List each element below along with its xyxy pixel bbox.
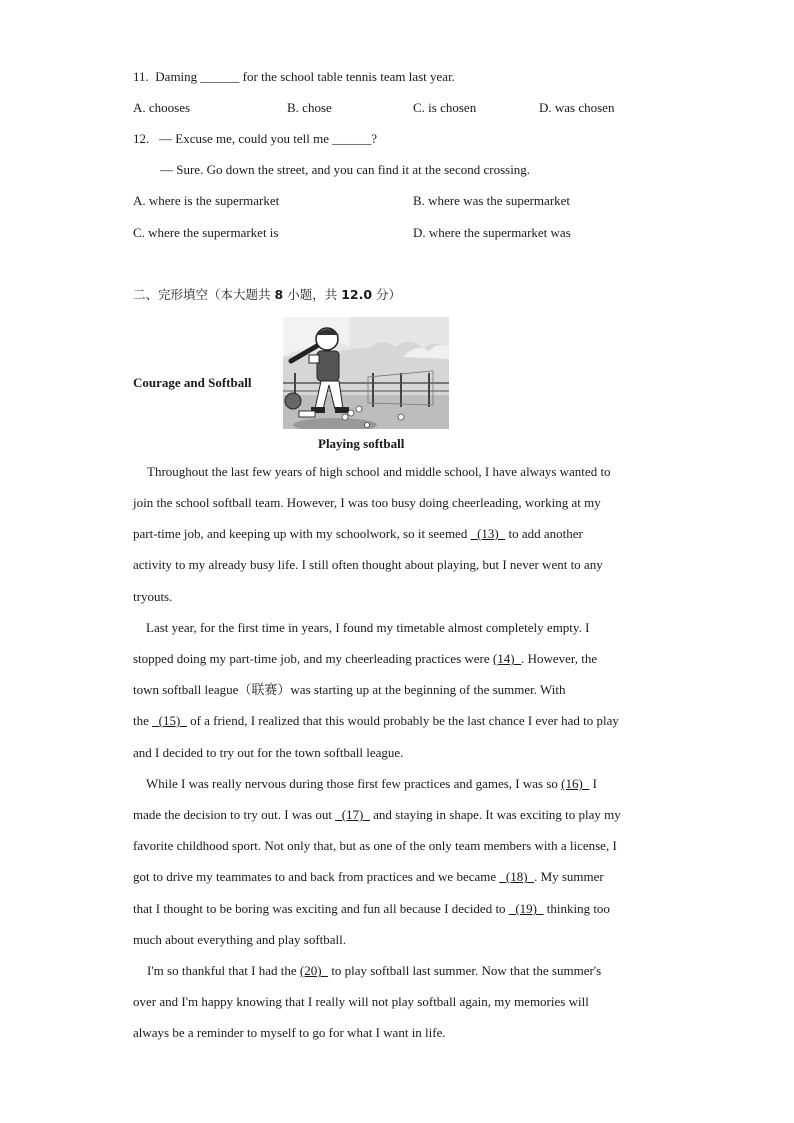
blank-15[interactable]: _(15)_ bbox=[152, 713, 187, 728]
option-text: where was the supermarket bbox=[428, 193, 571, 208]
option-letter: B. bbox=[413, 193, 425, 208]
blank-20[interactable]: (20)_ bbox=[299, 963, 329, 978]
option-text: is chosen bbox=[428, 100, 477, 115]
illustration-caption: Playing softball bbox=[318, 436, 405, 451]
section-heading bbox=[133, 287, 401, 303]
softball-player-illustration bbox=[283, 317, 449, 429]
text-segment: . My summer bbox=[534, 869, 604, 884]
question-number: 12. bbox=[133, 131, 150, 146]
question-text: — Excuse me, could you tell me ______? bbox=[159, 131, 378, 146]
section-heading-mid: 小题，共 bbox=[287, 287, 338, 302]
text-segment: While I was really nervous during those first few practices and games, I was so bbox=[146, 776, 562, 791]
question-number: 11. bbox=[133, 69, 149, 84]
text-segment: got to drive my teammates to and back from practices and we became bbox=[133, 869, 500, 884]
passage-line: town softball league（联赛）was starting up at the beginning of the summer. With bbox=[133, 682, 566, 697]
passage-line: and I decided to try out for the town softball league. bbox=[133, 745, 404, 760]
blank-19[interactable]: _(19)_ bbox=[508, 901, 544, 916]
blank-17[interactable]: _(17)_ bbox=[335, 807, 370, 822]
section-score: 12.0 bbox=[341, 287, 373, 302]
blank-18[interactable]: _(18)_ bbox=[499, 869, 535, 884]
passage-line: Last year, for the first time in years, I found my timetable almost completely empty. I bbox=[146, 620, 590, 635]
text-segment: thinking too bbox=[543, 901, 610, 916]
option-letter: C. bbox=[133, 225, 145, 240]
option-letter: A. bbox=[133, 100, 146, 115]
passage-line bbox=[133, 807, 621, 823]
option-c[interactable] bbox=[133, 225, 278, 241]
passage-line bbox=[133, 651, 597, 667]
section-heading-suffix: 分） bbox=[376, 287, 402, 302]
option-text: where the supermarket is bbox=[148, 225, 279, 240]
passage-line: activity to my already busy life. I still often thought about playing, but I never went to any bbox=[133, 557, 603, 572]
text-segment: of a friend, I realized that this would probably be the last chance I ever had to play bbox=[186, 713, 619, 728]
passage-title: Courage and Softball bbox=[133, 375, 252, 390]
blank-13[interactable]: _(13)_ bbox=[470, 526, 506, 541]
text-segment: I bbox=[589, 776, 597, 791]
blank-14[interactable]: (14)_ bbox=[492, 651, 522, 666]
passage-line: join the school softball team. However, I was too busy doing cheerleading, working at my bbox=[133, 495, 601, 510]
text-segment: to add another bbox=[505, 526, 583, 541]
option-text: was chosen bbox=[554, 100, 615, 115]
option-letter: C. bbox=[413, 100, 425, 115]
blank-16[interactable]: (16)_ bbox=[561, 776, 590, 791]
question-text: Daming ______ for the school table tennis team last year. bbox=[155, 69, 455, 84]
option-text: chose bbox=[302, 100, 332, 115]
passage-line: Throughout the last few years of high school and middle school, I have always wanted to bbox=[147, 464, 611, 479]
option-letter: D. bbox=[413, 225, 426, 240]
option-letter: D. bbox=[539, 100, 552, 115]
passage-line bbox=[146, 776, 597, 792]
passage-line bbox=[133, 713, 619, 729]
passage-line bbox=[133, 869, 604, 885]
text-segment: made the decision to try out. I was out bbox=[133, 807, 336, 822]
text-segment: the bbox=[133, 713, 153, 728]
passage-line bbox=[133, 901, 610, 917]
passage-line: much about everything and play softball. bbox=[133, 932, 347, 947]
option-a[interactable] bbox=[133, 193, 279, 209]
section-heading-prefix: 二、完形填空（本大题共 bbox=[133, 287, 271, 302]
text-segment: I'm so thankful that I had the bbox=[147, 963, 300, 978]
option-b[interactable] bbox=[413, 193, 570, 209]
passage-line: always be a reminder to myself to go for what I want in life. bbox=[133, 1025, 446, 1040]
section-question-count: 8 bbox=[274, 287, 284, 302]
text-segment: to play softball last summer. Now that the summer's bbox=[328, 963, 602, 978]
question-12-stem bbox=[133, 131, 377, 147]
option-letter: B. bbox=[287, 100, 299, 115]
text-segment: stopped doing my part-time job, and my cheerleading practices were bbox=[133, 651, 493, 666]
option-text: where the supermarket was bbox=[428, 225, 571, 240]
option-text: chooses bbox=[148, 100, 191, 115]
option-text: where is the supermarket bbox=[148, 193, 280, 208]
option-d[interactable] bbox=[413, 225, 571, 241]
text-segment: and staying in shape. It was exciting to play my bbox=[369, 807, 621, 822]
question-12-reply: — Sure. Go down the street, and you can find it at the second crossing. bbox=[160, 162, 531, 177]
passage-line: tryouts. bbox=[133, 589, 173, 604]
passage-line: favorite childhood sport. Not only that, but as one of the only team members with a license, I bbox=[133, 838, 617, 853]
passage-line bbox=[147, 963, 601, 979]
option-a[interactable] bbox=[133, 100, 190, 116]
passage-line bbox=[133, 526, 583, 542]
question-11-stem bbox=[133, 69, 455, 85]
passage-line: over and I'm happy knowing that I really will not play softball again, my memories will bbox=[133, 994, 589, 1009]
option-d[interactable] bbox=[539, 100, 614, 116]
option-c[interactable] bbox=[413, 100, 476, 116]
text-segment: part-time job, and keeping up with my schoolwork, so it seemed bbox=[133, 526, 471, 541]
option-letter: A. bbox=[133, 193, 146, 208]
text-segment: that I thought to be boring was exciting and fun all because I decided to bbox=[133, 901, 509, 916]
text-segment: . However, the bbox=[521, 651, 598, 666]
option-b[interactable] bbox=[287, 100, 332, 116]
